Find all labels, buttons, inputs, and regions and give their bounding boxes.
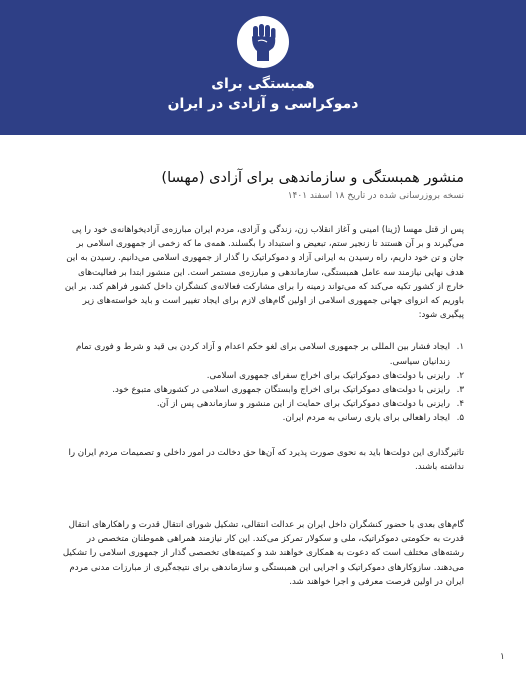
document-body: [62, 150, 464, 598]
list-item: [62, 369, 464, 383]
item-text: رایزنی با دولت‌های دموکراتیک برای اخراج سفرای جمهوری اسلامی.: [206, 370, 450, 381]
item-number: ۳.: [456, 385, 464, 396]
org-name-line1: همبستگی برای: [211, 76, 315, 92]
item-text: رایزنی با دولت‌های دموکراتیک برای حمایت از این منشور و سازماندهی پس از آن.: [156, 399, 450, 410]
version-note: نسخه بروزرسانی شده در تاریخ ۱۸ اسفند ۱۴۰۱: [287, 191, 464, 201]
list-item: [62, 340, 464, 368]
intro-paragraph: پس از قتل مهسا (ژینا) امینی و آغاز انقلاب زن، زندگی و آزادی، مردم ایران مبارزه‌ی آزادیخواهانه‌ی خود را پی می‌گیرند و بر آن هستند تا زنجیر ستم، تبعیض و استبداد را بگسلند. همه‌ی ما که زخمی از جمهوری اسلامی بر جان و تن خود داریم، راه رسیدن به ایرانی آزاد و دموکراتیک را گذار از جمهوری اسلامی می‌دانیم. رسیدن به این هدف نهایی نیازمند سه عامل همبستگی، سازماندهی و مبارزه‌ی مستمر است. این منشور ابتدا بر فعالیت‌های خارج از کشور تکیه می‌کند که می‌تواند زمینه را برای مشارکت فعالانه‌ی کنشگران داخل کشور فراهم کند. بر این باوریم که انزوای جهانی جمهوری اسلامی از اولین گام‌های لازم برای ایجاد تغییر است و باید خواسته‌های زیر پیگیری شود:: [64, 225, 464, 321]
list-item: [62, 411, 464, 425]
demands-list: [62, 340, 464, 425]
item-number: ۱.: [456, 342, 464, 353]
list-item: [62, 383, 464, 397]
org-logo: [237, 16, 289, 68]
list-item: [62, 397, 464, 411]
item-text: رایزنی با دولت‌های دموکراتیک برای اخراج وابستگان جمهوری اسلامی در کشورهای متبوع خود.: [112, 385, 450, 396]
item-number: ۲.: [456, 370, 464, 381]
influence-paragraph: تاثیرگذاری این دولت‌ها باید به نحوی صورت پذیرد که آن‌ها حق دخالت در امور داخلی و تصمیمات مردم ایران را نداشته باشند.: [68, 447, 464, 472]
next-steps-paragraph: گام‌های بعدی با حضور کنشگران داخل ایران بر عدالت انتقالی، تشکیل شورای انتقال قدرت و راهکارهای انتقال قدرت به حکومتی دموکراتیک، ملی و سکولار تمرکز می‌کند. این کار نیازمند همراهی هموطنان متخصص در رشته‌های مختلف است که دعوت به همکاری خواهند شد و کمیته‌های تخصصی گذار از جمهوری اسلامی را تشکیل می‌دهند. سازوکارهای دموکراتیک و اجرایی این همبستگی و سازماندهی برای نتیجه‌گیری از مبارزات مدنی مردم ایران در اولین فرصت معرفی و اجرا خواهند شد.: [62, 520, 464, 587]
item-number: ۴.: [456, 399, 464, 410]
page-header: [0, 0, 526, 135]
item-text: ایجاد راهعالی برای یاری رسانی به مردم ایران.: [282, 413, 450, 424]
page-number: ۱: [500, 652, 505, 662]
document-title: منشور همبستگی و سازماندهی برای آزادی (مهسا): [161, 170, 464, 186]
raised-fist-icon: [249, 24, 277, 62]
org-name-line2: دموکراسی و آزادی در ایران: [167, 96, 359, 112]
item-number: ۵.: [456, 413, 464, 424]
item-text: ایجاد فشار بین المللی بر جمهوری اسلامی برای لغو حکم اعدام و آزاد کردن بی قید و شرط و فوری تمام زندانیان سیاسی.: [75, 342, 450, 367]
